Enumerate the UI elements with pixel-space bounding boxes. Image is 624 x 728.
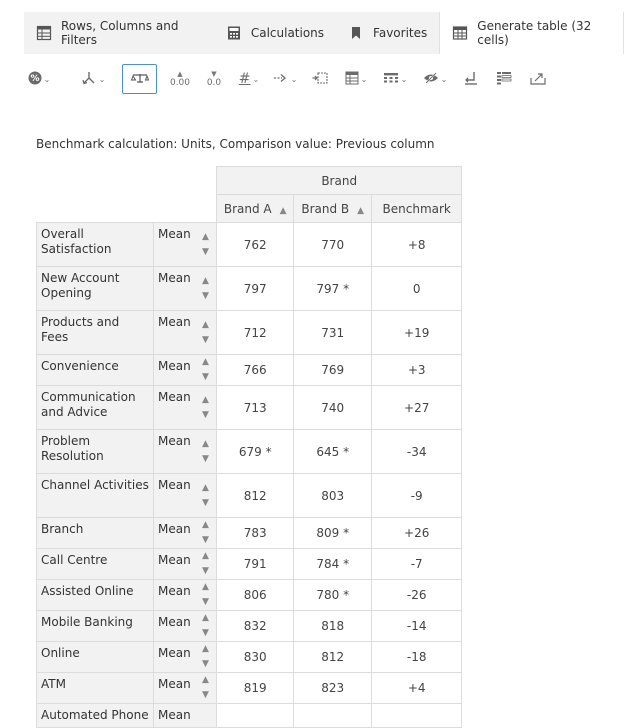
row-stat: Mean bbox=[154, 355, 195, 386]
tab-favorites[interactable] bbox=[336, 12, 439, 54]
cell-brand-a bbox=[217, 704, 294, 728]
significance-menu-button[interactable] bbox=[76, 64, 110, 94]
cell-brand-b: 645 * bbox=[294, 430, 372, 474]
sort-icon[interactable]: ▲ ▼ bbox=[195, 355, 217, 386]
row-label: Assisted Online bbox=[37, 580, 154, 611]
arrow-up-icon: ▲ bbox=[177, 69, 183, 78]
group-header-brand: Brand bbox=[217, 167, 462, 195]
row-label: Products and Fees bbox=[37, 311, 154, 355]
sort-icon[interactable]: ▲ ▼ bbox=[195, 267, 217, 311]
row-stat: Mean bbox=[154, 267, 195, 311]
row-stat: Mean bbox=[154, 430, 195, 474]
table-row bbox=[37, 704, 462, 728]
row-stat: Mean bbox=[154, 704, 195, 728]
table-row bbox=[37, 430, 462, 474]
benchmark-info-text: Benchmark calculation: Units, Comparison value: Previous column bbox=[36, 137, 435, 151]
table-row bbox=[37, 386, 462, 430]
sort-icon[interactable]: ▲ ▼ bbox=[195, 386, 217, 430]
chevron-down-icon: ⌄ bbox=[400, 74, 408, 84]
cell-brand-a: 712 bbox=[217, 311, 294, 355]
swap-axes-button[interactable] bbox=[459, 64, 483, 94]
sort-icon[interactable]: ▲ ▼ bbox=[195, 430, 217, 474]
table-row bbox=[37, 549, 462, 580]
cell-brand-b: 731 bbox=[294, 311, 372, 355]
table-row bbox=[37, 580, 462, 611]
tab-label: Favorites bbox=[373, 26, 428, 40]
row-stat: Mean bbox=[154, 311, 195, 355]
tab-label: Rows, Columns and Filters bbox=[61, 19, 179, 47]
columns-menu-button[interactable] bbox=[379, 64, 411, 94]
tab-label: Calculations bbox=[250, 26, 325, 40]
sort-icon[interactable]: ▲ ▼ bbox=[195, 642, 217, 673]
table-row bbox=[37, 673, 462, 704]
row-stat: Mean bbox=[154, 673, 195, 704]
column-header-brand-b[interactable]: Brand B ▲︎ bbox=[294, 195, 372, 223]
row-stat: Mean bbox=[154, 642, 195, 673]
row-label: Overall Satisfaction bbox=[37, 223, 154, 267]
row-label: Branch bbox=[37, 518, 154, 549]
row-label: Problem Resolution bbox=[37, 430, 154, 474]
cell-benchmark: +8 bbox=[372, 223, 462, 267]
sort-icon[interactable]: ▲ ▼ bbox=[195, 518, 217, 549]
sort-menu-button[interactable] bbox=[271, 64, 299, 94]
cell-brand-a: 791 bbox=[217, 549, 294, 580]
table-row bbox=[37, 267, 462, 311]
table-icon bbox=[452, 25, 468, 41]
table-row bbox=[37, 474, 462, 518]
chevron-down-icon: ⌄ bbox=[43, 74, 51, 84]
chevron-down-icon: ⌄ bbox=[98, 74, 106, 84]
cell-brand-b bbox=[294, 704, 372, 728]
row-label: Mobile Banking bbox=[37, 611, 154, 642]
row-label: Convenience bbox=[37, 355, 154, 386]
increase-decimals-button[interactable] bbox=[167, 64, 193, 94]
decimals-label: 0.00 bbox=[169, 77, 191, 88]
sort-icon[interactable]: ▲ ▼ bbox=[195, 611, 217, 642]
sort-icon[interactable]: ▲ ▼ bbox=[195, 673, 217, 704]
rows-columns-icon bbox=[36, 25, 52, 41]
table-settings-button[interactable] bbox=[491, 64, 517, 94]
row-label: Call Centre bbox=[37, 549, 154, 580]
toolbar bbox=[24, 62, 559, 96]
row-label: ATM bbox=[37, 673, 154, 704]
cell-brand-a: 783 bbox=[217, 518, 294, 549]
sort-icon[interactable]: ▲︎ bbox=[279, 205, 287, 216]
cell-brand-a: 766 bbox=[217, 355, 294, 386]
chevron-down-icon: ⌄ bbox=[252, 74, 260, 84]
sort-icon[interactable]: ▲ ▼ bbox=[195, 580, 217, 611]
columns-icon bbox=[383, 72, 399, 87]
table-row bbox=[37, 518, 462, 549]
cell-benchmark: -14 bbox=[372, 611, 462, 642]
cell-brand-b: 780 * bbox=[294, 580, 372, 611]
cell-brand-b: 784 * bbox=[294, 549, 372, 580]
cell-brand-b: 769 bbox=[294, 355, 372, 386]
tab-label: Generate table (32 cells) bbox=[477, 19, 592, 47]
tab-generate-table[interactable] bbox=[439, 12, 624, 54]
cell-benchmark: +3 bbox=[372, 355, 462, 386]
cell-benchmark: +4 bbox=[372, 673, 462, 704]
cell-brand-a: 713 bbox=[217, 386, 294, 430]
table-layout-icon bbox=[345, 71, 359, 88]
insert-column-button[interactable] bbox=[307, 64, 333, 94]
column-header-brand-a[interactable]: Brand A ▲︎ bbox=[217, 195, 294, 223]
results-table bbox=[36, 166, 462, 728]
cell-benchmark: -34 bbox=[372, 430, 462, 474]
percent-menu-button[interactable] bbox=[24, 64, 54, 94]
export-button[interactable] bbox=[525, 64, 551, 94]
cell-brand-a: 830 bbox=[217, 642, 294, 673]
decrease-decimals-button[interactable] bbox=[201, 64, 227, 94]
cell-brand-b: 818 bbox=[294, 611, 372, 642]
calculator-icon bbox=[226, 25, 242, 41]
table-row bbox=[37, 311, 462, 355]
cell-brand-b: 803 bbox=[294, 474, 372, 518]
cell-brand-a: 832 bbox=[217, 611, 294, 642]
sort-icon[interactable]: ▲ ▼ bbox=[195, 311, 217, 355]
cell-benchmark: -26 bbox=[372, 580, 462, 611]
cell-benchmark: -18 bbox=[372, 642, 462, 673]
eye-hidden-icon bbox=[423, 72, 439, 87]
chevron-down-icon: ⌄ bbox=[440, 74, 448, 84]
sort-icon[interactable]: ▲︎ bbox=[357, 205, 365, 216]
cell-benchmark: 0 bbox=[372, 267, 462, 311]
cell-brand-b: 823 bbox=[294, 673, 372, 704]
svg-text:%: % bbox=[30, 73, 40, 84]
row-label: Channel Activities bbox=[37, 474, 154, 518]
cell-brand-a: 812 bbox=[217, 474, 294, 518]
row-stat: Mean bbox=[154, 518, 195, 549]
cell-brand-a: 819 bbox=[217, 673, 294, 704]
cell-brand-b: 797 * bbox=[294, 267, 372, 311]
row-label: New Account Opening bbox=[37, 267, 154, 311]
cell-benchmark: -7 bbox=[372, 549, 462, 580]
tab-rows-columns-filters[interactable] bbox=[24, 12, 214, 54]
sort-icon[interactable]: ▲ ▼ bbox=[195, 549, 217, 580]
benchmark-button[interactable] bbox=[122, 64, 157, 94]
table-settings-icon bbox=[496, 71, 512, 88]
number-format-button[interactable] bbox=[235, 64, 263, 94]
cell-benchmark bbox=[372, 704, 462, 728]
sort-icon[interactable]: ▲ ▼ bbox=[195, 474, 217, 518]
row-stat: Mean bbox=[154, 386, 195, 430]
hash-icon: # bbox=[238, 71, 251, 87]
table-layout-menu-button[interactable] bbox=[341, 64, 371, 94]
row-stat: Mean bbox=[154, 223, 195, 267]
row-stat: Mean bbox=[154, 611, 195, 642]
cell-brand-b: 770 bbox=[294, 223, 372, 267]
cell-brand-a: 762 bbox=[217, 223, 294, 267]
cell-benchmark: -9 bbox=[372, 474, 462, 518]
cell-benchmark: +19 bbox=[372, 311, 462, 355]
tab-bar bbox=[24, 12, 624, 54]
scale-icon bbox=[131, 72, 149, 87]
cell-brand-a: 806 bbox=[217, 580, 294, 611]
table-row bbox=[37, 223, 462, 267]
row-stat: Mean bbox=[154, 474, 195, 518]
chevron-down-icon: ⌄ bbox=[290, 74, 298, 84]
swap-axes-icon bbox=[464, 71, 478, 88]
percent-icon bbox=[28, 71, 42, 88]
export-icon bbox=[530, 71, 546, 88]
table-row bbox=[37, 355, 462, 386]
arrow-down-icon: ▼ bbox=[211, 69, 217, 78]
cell-brand-a: 797 bbox=[217, 267, 294, 311]
row-label: Online bbox=[37, 642, 154, 673]
cell-brand-b: 812 bbox=[294, 642, 372, 673]
column-header-benchmark: Benchmark bbox=[372, 195, 462, 223]
chevron-down-icon: ⌄ bbox=[360, 74, 368, 84]
insert-column-icon bbox=[312, 71, 328, 88]
table-row bbox=[37, 642, 462, 673]
cell-benchmark: +27 bbox=[372, 386, 462, 430]
cell-brand-b: 740 bbox=[294, 386, 372, 430]
arrow-right-icon bbox=[273, 73, 289, 86]
table-row bbox=[37, 611, 462, 642]
row-stat: Mean bbox=[154, 549, 195, 580]
cell-brand-b: 809 * bbox=[294, 518, 372, 549]
visibility-menu-button[interactable] bbox=[419, 64, 451, 94]
split-arrows-icon bbox=[81, 71, 97, 88]
bookmark-icon bbox=[348, 25, 364, 41]
sort-icon[interactable]: ▲ ▼ bbox=[195, 223, 217, 267]
cell-benchmark: +26 bbox=[372, 518, 462, 549]
tab-calculations[interactable] bbox=[214, 12, 336, 54]
cell-brand-a: 679 * bbox=[217, 430, 294, 474]
row-label: Automated Phone bbox=[37, 704, 154, 728]
row-stat: Mean bbox=[154, 580, 195, 611]
row-label: Communication and Advice bbox=[37, 386, 154, 430]
decimals-label: 0.0 bbox=[206, 77, 222, 88]
